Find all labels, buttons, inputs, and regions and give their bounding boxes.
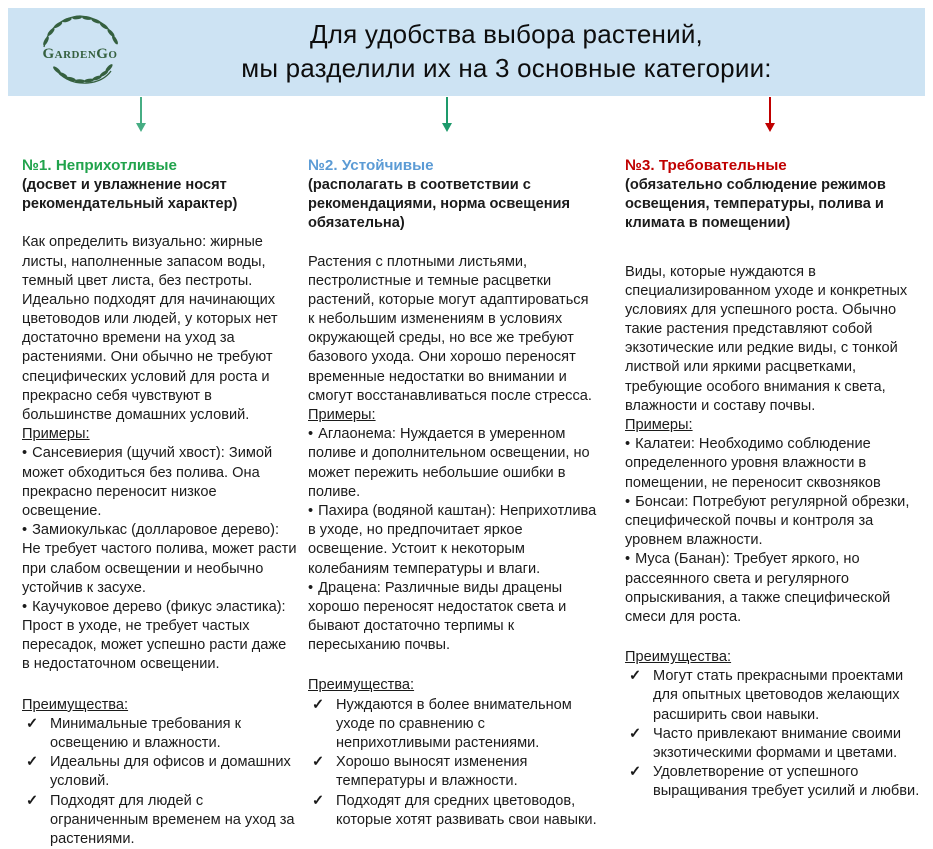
- advantage-text: Подходят для средних цветоводов, которые хотят развивать свои навыки.: [336, 792, 597, 828]
- check-icon: ✓: [312, 696, 325, 713]
- check-icon: ✓: [629, 764, 642, 781]
- advantage-text: Нуждаются в более внимательном уходе по сравнению с неприхотливыми растениями.: [336, 696, 572, 752]
- bullet-icon: •: [625, 436, 631, 453]
- example-text: Драцена: Различные виды драцены хорошо переносят недостаток света и бывают достаточно терпимы к пересыханию почвы.: [308, 579, 567, 654]
- example-item: [625, 493, 920, 551]
- advantages-label: Преимущества:: [308, 677, 415, 694]
- category-subtitle: (располагать в соответствии с рекомендациями, норма освещения обязательна): [308, 176, 570, 232]
- header-banner: [8, 8, 925, 96]
- advantage-item: [22, 715, 298, 753]
- advantages-section: [22, 696, 298, 849]
- arrow-down-icon: [441, 97, 453, 132]
- advantages-section: [625, 648, 920, 802]
- example-text: Каучуковое дерево (фикус эластика): Прост в уходе, не требует частых пересадок, может успешно расти даже в недостаточном освещении.: [22, 598, 287, 673]
- example-item: [308, 502, 598, 579]
- bullet-icon: •: [625, 493, 631, 510]
- advantages-section: [308, 676, 598, 830]
- arrow-line: [446, 97, 448, 124]
- arrow-line: [140, 97, 142, 124]
- examples-list: [308, 425, 598, 655]
- bullet-icon: •: [22, 445, 28, 462]
- check-icon: ✓: [26, 792, 39, 809]
- gardengo-logo: [30, 11, 130, 95]
- example-text: Бонсаи: Потребуют регулярной обрезки, специфической почвы и контроля за уровнем влажности.: [625, 493, 910, 549]
- advantage-item: [22, 753, 298, 791]
- bullet-icon: •: [625, 551, 631, 568]
- advantage-item: [308, 696, 598, 754]
- page-title-line-2: мы разделили их на 3 основные категории:: [241, 53, 772, 84]
- example-item: [308, 425, 598, 502]
- arrow-head: [136, 123, 146, 132]
- arrow-line: [769, 97, 771, 124]
- category-heading: №3. Требовательные: [625, 157, 787, 174]
- category-subtitle: (обязательно соблюдение режимов освещения, температуры, полива и климата в помещении): [625, 176, 886, 232]
- examples-list: [625, 435, 920, 627]
- page-title: [128, 17, 885, 86]
- arrow-down-icon: [135, 97, 147, 132]
- advantage-item: [625, 763, 920, 801]
- category-column-unpretentious: [22, 156, 298, 849]
- example-text: Калатеи: Необходимо соблюдение определенного уровня влажности в помещении, не переносит сквозняков: [625, 436, 881, 491]
- category-description: Как определить визуально: жирные листы, наполненные запасом воды, темный цвет листа, без пестроты. Идеально подходят для начинающих цветоводов или людей, у которых нет достаточно времени на уход за растениями. Они обычно не требуют специфических условий для роста и прекрасно себя чувствуют в большинстве домашних условий.: [22, 234, 278, 424]
- check-icon: ✓: [312, 754, 325, 771]
- category-column-demanding: [625, 156, 920, 802]
- page-title-line-1: Для удобства выбора растений,: [310, 19, 703, 49]
- check-icon: ✓: [26, 715, 39, 732]
- advantage-text: Удовлетворение от успешного выращивания требует усилий и любви.: [653, 764, 920, 800]
- examples-label: Примеры:: [625, 417, 693, 434]
- bullet-icon: •: [22, 522, 28, 539]
- example-item: [22, 598, 298, 675]
- example-text: Сансевиерия (щучий хвост): Зимой может обходиться без полива. Она прекрасно переносит низкое освещение.: [22, 445, 273, 519]
- examples-label: Примеры:: [22, 426, 90, 443]
- example-text: Пахира (водяной каштан): Неприхотлива в уходе, но предпочитает яркое освещение. Устоит к некоторым колебаниям температуры и влаги.: [308, 502, 597, 577]
- advantage-text: Минимальные требования к освещению и влажности.: [50, 715, 241, 752]
- category-heading: №2. Устойчивые: [308, 157, 434, 174]
- advantage-item: [625, 725, 920, 763]
- example-item: [22, 444, 298, 521]
- examples-list: [22, 444, 298, 674]
- advantage-text: Часто привлекают внимание своими экзотическими формами и цветами.: [653, 725, 902, 762]
- example-text: Замиокулькас (долларовое дерево): Не требует частого полива, может расти при слабом освещении и необычно устойчив к засухе.: [22, 522, 297, 596]
- advantage-item: [308, 792, 598, 830]
- advantage-text: Могут стать прекрасными проектами для опытных цветоводов желающих расширить свои навыки.: [653, 668, 904, 723]
- advantage-item: [308, 753, 598, 791]
- bullet-icon: •: [308, 579, 314, 596]
- check-icon: ✓: [26, 754, 39, 771]
- logo-text: GardenGo: [42, 46, 118, 62]
- advantages-label: Преимущества:: [22, 696, 129, 713]
- category-description: Виды, которые нуждаются в специализированном уходе и конкретных условиях для успешного роста. Обычно такие растения представляют собой экзотические или редкие виды, с тонкой листвой или яркими расцветками, требующие особого внимания к света, влажности и составу почвы.: [625, 263, 908, 414]
- bullet-icon: •: [308, 426, 314, 443]
- category-subtitle: (досвет и увлажнение носят рекомендательный характер): [22, 176, 238, 213]
- example-item: [625, 550, 920, 627]
- check-icon: ✓: [629, 668, 642, 685]
- examples-label: Примеры:: [308, 407, 376, 424]
- advantage-item: [625, 667, 920, 725]
- example-item: [308, 579, 598, 656]
- category-heading: №1. Неприхотливые: [22, 157, 177, 174]
- bullet-icon: •: [22, 598, 28, 615]
- check-icon: ✓: [312, 792, 325, 809]
- check-icon: ✓: [629, 725, 642, 742]
- advantage-text: Хорошо выносят изменения температуры и влажности.: [336, 754, 528, 790]
- arrow-down-icon: [764, 97, 776, 132]
- bullet-icon: •: [308, 502, 314, 519]
- advantage-text: Подходят для людей с ограниченным временем на уход за растениями.: [50, 792, 295, 847]
- arrow-head: [765, 123, 775, 132]
- example-item: [22, 521, 298, 598]
- arrow-head: [442, 123, 452, 132]
- advantage-item: [22, 792, 298, 849]
- advantages-label: Преимущества:: [625, 649, 732, 666]
- example-text: Аглаонема: Нуждается в умеренном поливе и дополнительном освещении, но может пережить небольшие ошибки в поливе.: [308, 426, 590, 500]
- example-item: [625, 435, 920, 493]
- example-text: Муса (Банан): Требует яркого, но рассеянного света и регулярного опрыскивания, а также специфической смеси для роста.: [625, 551, 891, 625]
- category-description: Растения с плотными листьями, пестролистные и темные расцветки растений, которые могут адаптироваться к небольшим изменениям в условиях окружающей среды, но все же требуют базового ухода. Они хорошо переносят временные недостатки во внимании и смогут восстанавливаться после стресса.: [308, 253, 592, 404]
- advantage-text: Идеальны для офисов и домашних условий.: [50, 754, 291, 790]
- category-column-resilient: [308, 156, 598, 830]
